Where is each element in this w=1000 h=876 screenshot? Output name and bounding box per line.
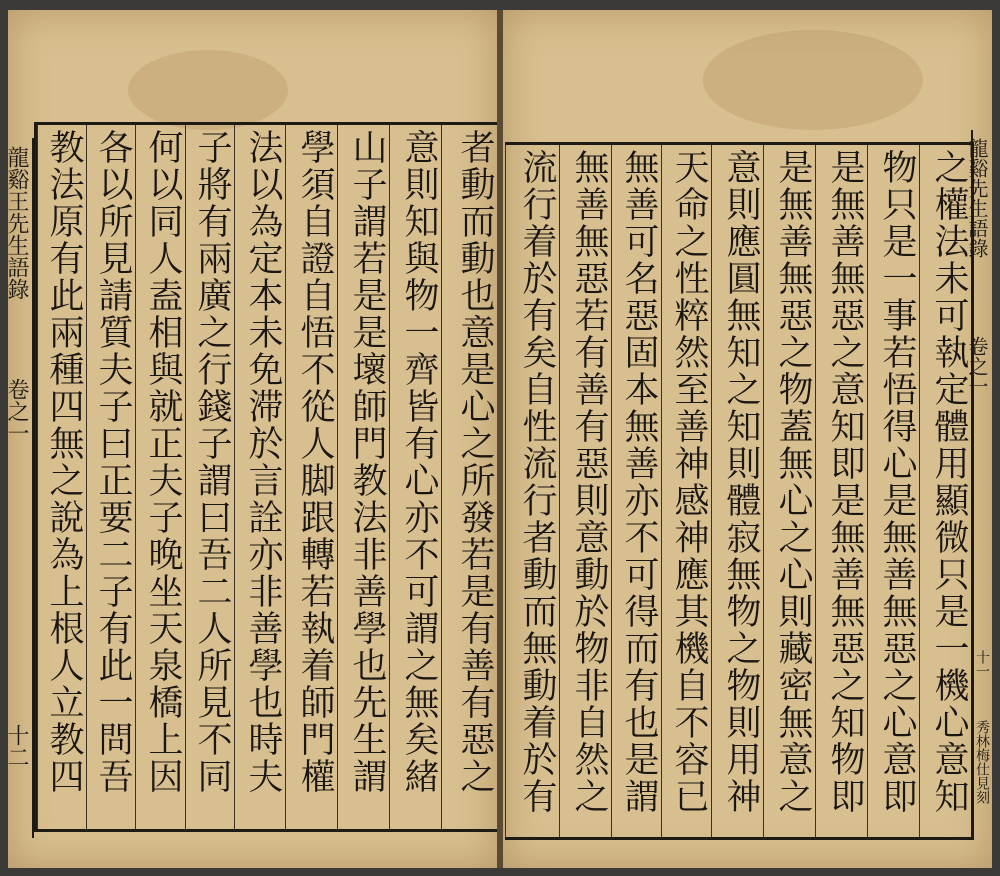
text-column: 者動而動也意是心之所發若是有善有惡之: [441, 125, 497, 829]
text-column: 意則應圓無知之知則體寂無物之物則用神: [711, 145, 763, 837]
text-column: 山子謂若是是壞師門教法非善學也先生謂: [337, 125, 389, 829]
banxin-title: 龍谿王先生語錄: [4, 146, 29, 300]
text-column: 物只是一事若悟得心是無善無惡之心意即: [867, 145, 919, 837]
text-column: 之權法未可執定體用顯微只是一機心意知: [919, 145, 971, 837]
banxin-title: 龍谿先生語錄: [965, 138, 989, 258]
banxin-volume: 卷之一: [4, 378, 29, 444]
text-column: 意則知與物一齊皆有心亦不可謂之無矣緒: [389, 125, 441, 829]
text-column: 流行着於有矣自性流行者動而無動着於有: [505, 145, 559, 837]
text-column: 是無善無惡之物蓋無心之心則藏密無意之: [763, 145, 815, 837]
text-column: 無善可名惡固本無善亦不可得而有也是謂: [611, 145, 661, 837]
text-column: 天命之性粹然至善神感神應其機自不容已: [661, 145, 711, 837]
text-column: 子將有兩廣之行錢子謂曰吾二人所見不同: [185, 125, 234, 829]
left-page: [4, 10, 498, 868]
right-page: [503, 10, 992, 868]
paper-stain: [703, 30, 923, 130]
text-column: 無善無惡若有善有惡則意動於物非自然之: [559, 145, 611, 837]
left-text-frame: [34, 122, 497, 832]
bleed-through-text: [148, 60, 208, 125]
text-column: 法以為定本未免滞於言詮亦非善學也時夫: [234, 125, 285, 829]
text-column: 各以所見請質夫子曰正要二子有此一問吾: [86, 125, 135, 829]
banxin-strip: [4, 138, 34, 838]
banxin-lower: [969, 650, 992, 830]
text-column: 學須自證自悟不從人脚跟轉若執着師門權: [285, 125, 337, 829]
banxin-folio: 十二: [4, 724, 29, 768]
banxin-volume: 卷之一: [965, 336, 989, 396]
banxin-folio: 十一: [974, 650, 990, 678]
text-column: 是無善無惡之意知即是無善無惡之知物即: [815, 145, 867, 837]
text-column: 教法原有此兩種四無之說為上根人立教四: [37, 125, 86, 829]
right-text-frame: [505, 142, 974, 840]
text-column: 何以同人盍相與就正夫子晚坐天泉橋上因: [135, 125, 185, 829]
banxin-engraver: 秀林梅仕見刻: [974, 720, 990, 804]
